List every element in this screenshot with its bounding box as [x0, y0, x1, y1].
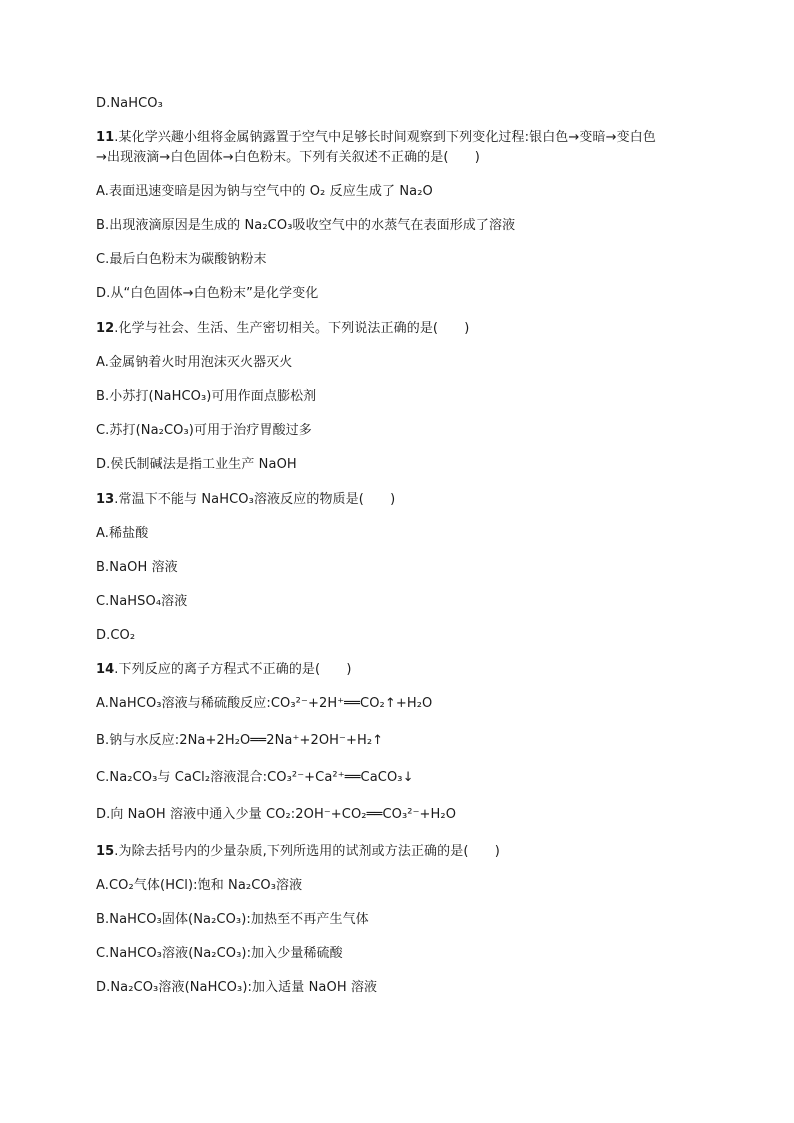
question-15-stem	[96, 843, 500, 861]
question-stem-text: .某化学兴趣小组将金属钠露置于空气中足够长时间观察到下列变化过程:银白色→变暗→变白色	[114, 130, 656, 145]
question-15-option-b: B.NaHCO₃固体(Na₂CO₃):加热至不再产生气体	[96, 912, 369, 927]
question-12-option-b: B.小苏打(NaHCO₃)可用作面点膨松剂	[96, 389, 317, 404]
question-11-option-d: D.从“白色固体→白色粉末”是化学变化	[96, 286, 319, 301]
question-stem-text: .常温下不能与 NaHCO₃溶液反应的物质是( )	[114, 492, 396, 507]
question-number: 13	[96, 492, 115, 507]
question-14-stem	[96, 661, 352, 679]
question-11-option-b: B.出现液滴原因是生成的 Na₂CO₃吸收空气中的水蒸气在表面形成了溶液	[96, 218, 516, 233]
question-stem-text: .为除去括号内的少量杂质,下列所选用的试剂或方法正确的是( )	[114, 844, 500, 859]
question-number: 11	[96, 130, 115, 145]
question-stem-text: .化学与社会、生活、生产密切相关。下列说法正确的是( )	[114, 321, 470, 336]
option-d-prev: D.NaHCO₃	[96, 96, 163, 111]
question-15-option-c: C.NaHCO₃溶液(Na₂CO₃):加入少量稀硫酸	[96, 946, 343, 961]
question-14-option-b: B.钠与水反应:2Na+2H₂O══2Na⁺+2OH⁻+H₂↑	[96, 733, 384, 748]
question-14-option-a: A.NaHCO₃溶液与稀硫酸反应:CO₃²⁻+2H⁺══CO₂↑+H₂O	[96, 696, 433, 711]
question-14-option-c: C.Na₂CO₃与 CaCl₂溶液混合:CO₃²⁻+Ca²⁺══CaCO₃↓	[96, 770, 414, 785]
question-13-option-d: D.CO₂	[96, 628, 136, 643]
question-12-option-d: D.侯氏制碱法是指工业生产 NaOH	[96, 457, 297, 472]
question-12-stem	[96, 320, 469, 338]
question-11-option-a: A.表面迅速变暗是因为钠与空气中的 O₂ 反应生成了 Na₂O	[96, 184, 433, 199]
question-13-stem	[96, 491, 395, 509]
question-number: 15	[96, 844, 115, 859]
question-15-option-a: A.CO₂气体(HCl):饱和 Na₂CO₃溶液	[96, 878, 303, 893]
question-stem-text: .下列反应的离子方程式不正确的是( )	[114, 662, 352, 677]
question-11-stem-cont: →出现液滴→白色固体→白色粉末。下列有关叙述不正确的是( )	[96, 150, 480, 165]
question-13-option-b: B.NaOH 溶液	[96, 560, 178, 575]
question-13-option-a: A.稀盐酸	[96, 526, 149, 541]
question-12-option-c: C.苏打(Na₂CO₃)可用于治疗胃酸过多	[96, 423, 312, 438]
question-number: 12	[96, 321, 115, 336]
question-number: 14	[96, 662, 115, 677]
question-11-stem	[96, 129, 656, 147]
question-13-option-c: C.NaHSO₄溶液	[96, 594, 188, 609]
question-11-option-c: C.最后白色粉末为碳酸钠粉末	[96, 252, 267, 267]
question-12-option-a: A.金属钠着火时用泡沫灭火器灭火	[96, 355, 293, 370]
question-14-option-d: D.向 NaOH 溶液中通入少量 CO₂:2OH⁻+CO₂══CO₃²⁻+H₂O	[96, 807, 457, 822]
question-15-option-d: D.Na₂CO₃溶液(NaHCO₃):加入适量 NaOH 溶液	[96, 980, 378, 995]
